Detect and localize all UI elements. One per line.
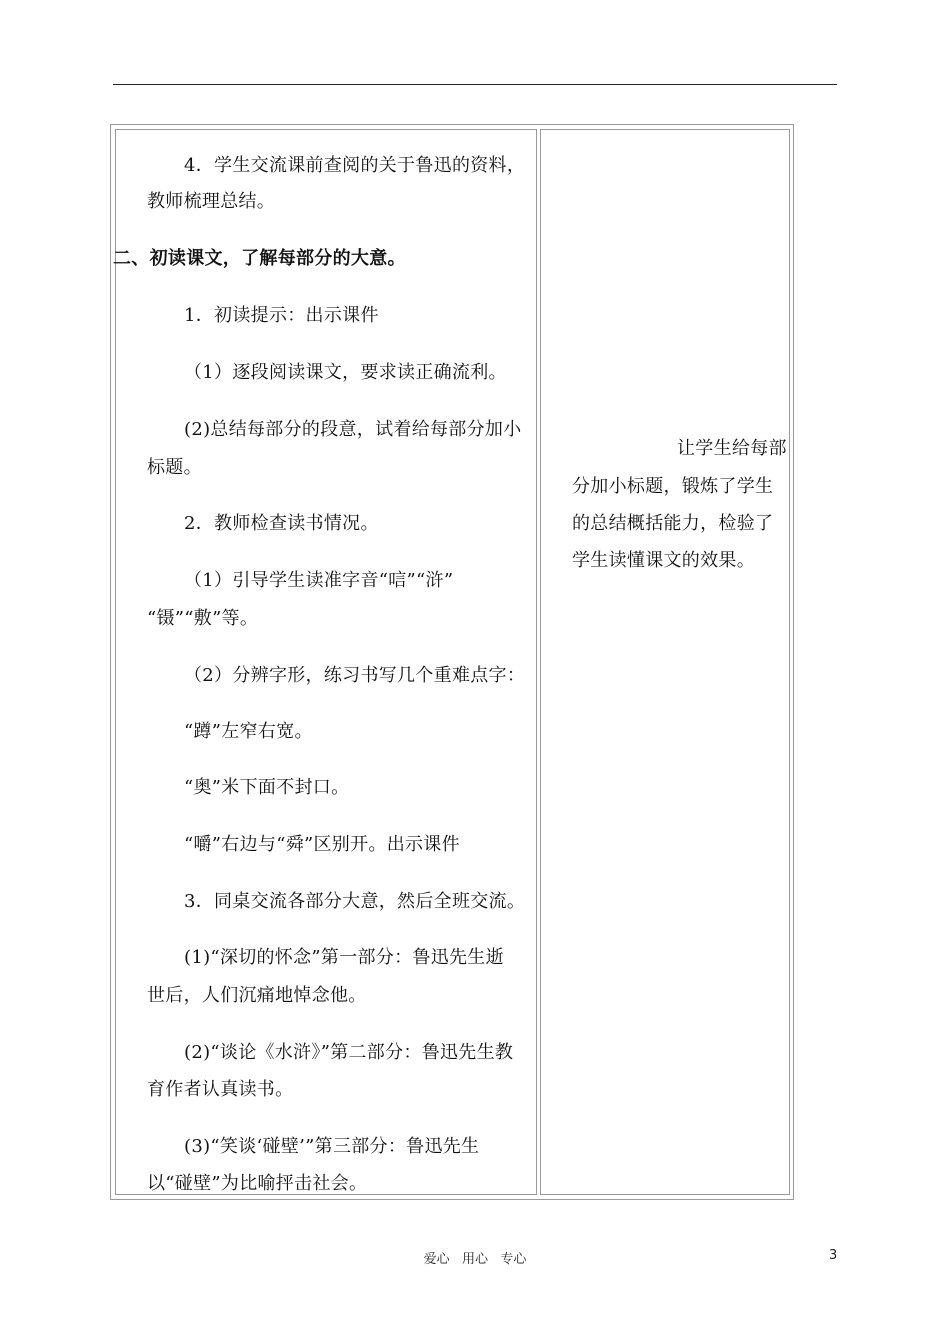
left-line: 1．初读提示：出示课件: [184, 305, 379, 326]
left-line: 教师梳理总结。: [147, 191, 276, 212]
left-line: 4．学生交流课前查阅的关于鲁迅的资料，: [184, 155, 526, 176]
footer-motto: 爱心 用心 专心: [423, 1252, 527, 1267]
left-line: (1)“深切的怀念”第一部分：鲁迅先生逝: [184, 947, 504, 968]
left-line: (2)总结每部分的段意，试着给每部分加小: [184, 419, 522, 440]
left-line: “奥”米下面不封口。: [184, 777, 350, 798]
teaching-process-cell: [115, 129, 537, 1195]
left-line: “镊”“敷”等。: [147, 608, 259, 629]
header-rule: [113, 84, 837, 85]
left-line: 3．同桌交流各部分大意，然后全班交流。: [184, 891, 526, 912]
left-line: 以“碰壁”为比喻抨击社会。: [147, 1173, 368, 1194]
left-line: (3)“笑谈‘碰壁’”第三部分：鲁迅先生: [184, 1136, 480, 1157]
design-intent-cell: [540, 129, 790, 1195]
left-line: “嚼”右边与“舜”区别开。出示课件: [184, 834, 460, 855]
left-line: （1）引导学生读准字音“唁”“浒”: [184, 570, 454, 591]
left-line: （2）分辨字形，练习书写几个重难点字：: [184, 665, 526, 686]
left-line: 育作者认真读书。: [147, 1079, 294, 1100]
left-line: 2．教师检查读书情况。: [184, 513, 379, 534]
page-number: 3: [829, 1248, 838, 1263]
note-line: 的总结概括能力，检验了: [572, 513, 774, 534]
section-heading: 二、初读课文，了解每部分的大意。: [113, 248, 406, 269]
note-line: 让学生给每部: [677, 438, 787, 459]
left-line: 世后，人们沉痛地悼念他。: [147, 985, 367, 1006]
left-line: 标题。: [147, 457, 202, 478]
left-line: (2)“谈论《水浒》”第二部分：鲁迅先生教: [184, 1042, 514, 1063]
left-line: “蹲”左窄右宽。: [184, 721, 313, 742]
note-line: 分加小标题，锻炼了学生: [572, 476, 774, 497]
note-line: 学生读懂课文的效果。: [572, 550, 755, 571]
left-line: （1）逐段阅读课文，要求读正确流利。: [184, 362, 507, 383]
